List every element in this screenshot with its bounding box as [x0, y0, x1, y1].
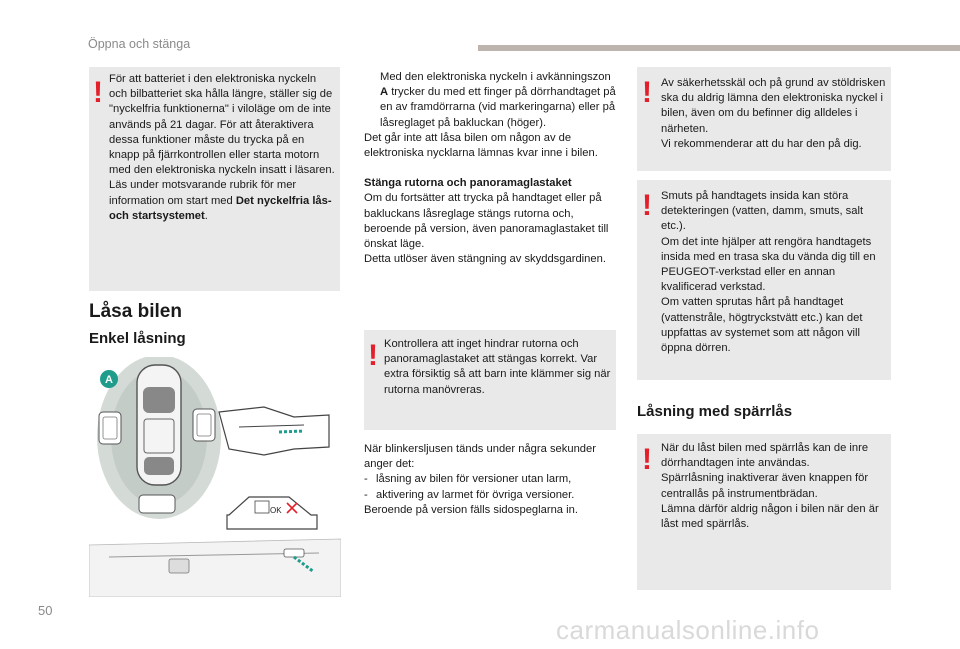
warning-icon: !	[368, 339, 378, 372]
warning-icon: !	[642, 443, 652, 476]
window-warning-text: Kontrollera att inget hindrar rutorna och panoramaglastaket att stängas korrekt. Var extra försiktig så att barn inte klämmer sig när rutorna manövreras.	[384, 338, 611, 396]
dirt-warning-text: Smuts på handtagets insida kan störa detekteringen (vatten, damm, smuts, salt etc.). Om det inte hjälper att rengöra handtagets insida med en trasa ska du vända dig till en PEUGEOT-verkstad eller en annan kvalificerad verkstad. Om vatten sprutas hårt på handtaget (vattenstråle, högtryckstvätt etc.) kan det uppfattas av systemet som att någon vill öppna dörren.	[661, 190, 876, 355]
ok-label: OK	[270, 506, 282, 515]
warning-icon: !	[642, 76, 652, 109]
col2-text	[364, 70, 617, 267]
list-item: - låsning av bilen för versioner utan larm,	[364, 473, 572, 486]
instruction-bullet: Med den elektroniska nyckeln i avkänningszon A trycker du med ett finger på dörrhandtaget på en av framdörrarna (vid markeringarna) eller på låsreglaget på bakluckan (höger).	[380, 71, 616, 129]
subhead-close-windows: Stänga rutorna och panoramaglastaket	[364, 177, 572, 190]
header-bar	[478, 45, 960, 51]
para-key-left-inside: Det går inte att låsa bilen om någon av de elektroniska nycklarna lämnas kvar inne i bilen.	[364, 131, 598, 160]
para-indicators: När blinkersljusen tänds under några sekunder anger det:	[364, 443, 596, 471]
section-title: Öppna och stänga	[88, 37, 191, 51]
security-warning-text: Av säkerhetsskäl och på grund av stöldrisken ska du aldrig lämna den elektroniska nyckel i bilen, även om du befinner dig alldeles i närheten. Vi rekommenderar att du har den på dig.	[661, 77, 886, 150]
heading-lock-car: Låsa bilen	[89, 301, 182, 322]
col2-text-lower	[364, 442, 617, 518]
watermark: carmanualsonline.info	[556, 615, 820, 645]
warning-icon: !	[642, 189, 652, 222]
tailgate-view	[89, 539, 341, 597]
page-number: 50	[38, 603, 53, 618]
para-blind: Detta utlöser även stängning av skyddsgardinen.	[364, 253, 606, 266]
lock-illustration	[89, 357, 341, 597]
list-item: - aktivering av larmet för övriga versioner.	[364, 488, 575, 501]
battery-warning-line2: Läs under motsvarande rubrik för mer information om start med Det nyckelfria lås- och startsystemet.	[109, 179, 332, 222]
heading-deadlock: Låsning med spärrlås	[637, 403, 793, 420]
warning-icon: !	[93, 76, 103, 109]
para-close-windows: Om du fortsätter att trycka på handtaget eller på bakluckans låsreglage stängs rutorna och, beroende på version, även panoramaglastaket till önskat läge.	[364, 192, 609, 251]
zone-a-label: A	[105, 374, 113, 386]
battery-warning-line1: För att batteriet i den elektroniska nyckeln och bilbatteriet ska hålla längre, ställer sig de "nyckelfria funktionerna" i viloläge om de inte används på 21 dagar. För att återaktivera dessa funktioner måste du trycka på en knapp på fjärrkontrollen eller starta motorn med den elektroniska nyckeln insatt i läsaren.	[109, 73, 335, 177]
subheading-simple-lock: Enkel låsning	[89, 330, 186, 347]
para-mirrors: Beroende på version fälls sidospeglarna in.	[364, 503, 578, 516]
tailgate-control-icon	[139, 495, 175, 513]
battery-warning-text	[109, 72, 335, 224]
hand-on-handle	[219, 407, 329, 455]
deadlock-warning-text: När du låst bilen med spärrlås kan de inre dörrhandtagen inte användas. Spärrlåsning inaktiverar även knappen för centrallås på instrumentbrädan. Lämna därför aldrig någon i bilen när den är låst med spärrlås.	[661, 442, 879, 531]
